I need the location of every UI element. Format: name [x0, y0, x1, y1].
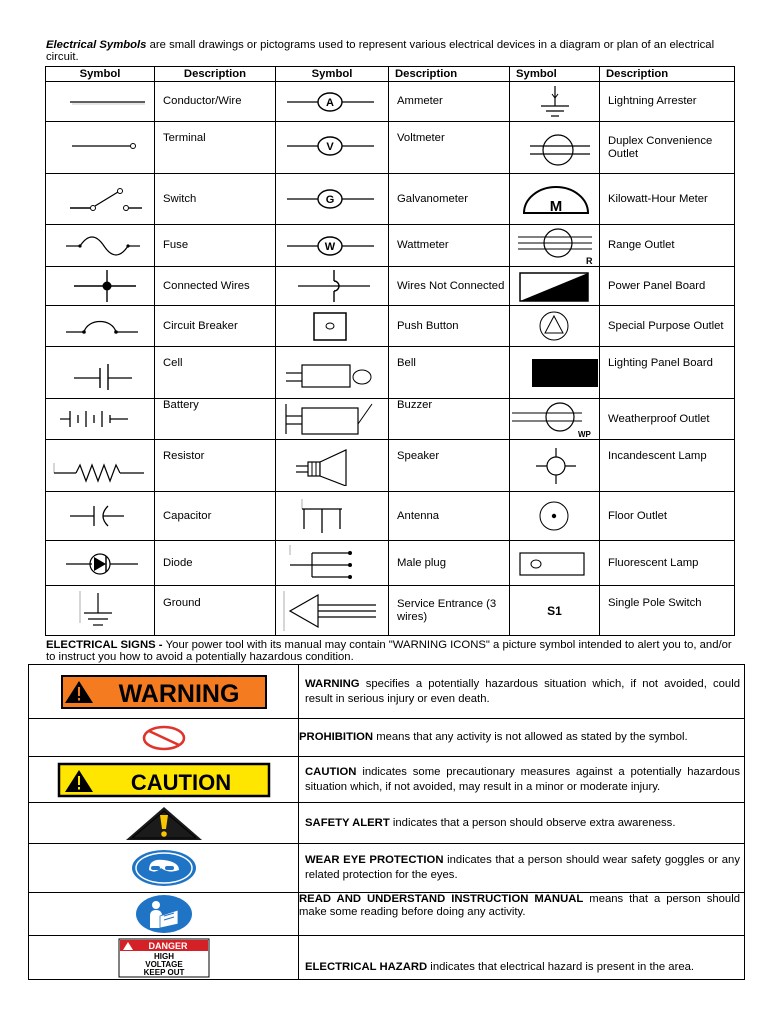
danger-header-text: DANGER: [147, 940, 188, 951]
bell-symbol: [276, 347, 389, 399]
description-cell: Single Pole Switch: [600, 586, 735, 636]
symbols-table: [45, 66, 735, 636]
prohibition-description: [299, 719, 745, 757]
cell-symbol: [46, 347, 155, 399]
capacitor-symbol: [46, 492, 155, 541]
table-row: [29, 844, 745, 893]
lighting-panel-board-symbol: [510, 347, 600, 399]
description-cell: Lightning Arrester: [600, 82, 735, 122]
table-row: [46, 541, 735, 586]
ammeter-symbol: [276, 82, 389, 122]
read-manual-sign: [29, 893, 299, 936]
diode-symbol: [46, 541, 155, 586]
description-cell: Floor Outlet: [600, 492, 735, 541]
weatherproof-outlet-symbol: [510, 399, 600, 440]
ammeter-label: A: [326, 96, 334, 109]
push-button-symbol: [276, 306, 389, 347]
special-purpose-outlet-symbol: [510, 306, 600, 347]
service-entrance-symbol: [276, 586, 389, 636]
galvanometer-label: G: [325, 194, 335, 206]
signs-intro-paragraph: [46, 639, 736, 663]
description-cell: Switch: [155, 174, 276, 225]
header-symbol: Symbol: [46, 67, 155, 82]
header-description: Description: [600, 67, 735, 82]
wattmeter-symbol: [276, 225, 389, 267]
table-row: [46, 225, 735, 267]
table-row: [46, 492, 735, 541]
description-cell: Wattmeter: [389, 225, 510, 267]
header-symbol: Symbol: [276, 67, 389, 82]
caution-badge-text: CAUTION: [130, 769, 231, 795]
floor-outlet-symbol: [510, 492, 600, 541]
safety-alert-description: [299, 803, 745, 844]
table-row: [46, 174, 735, 225]
switch-symbol: [46, 174, 155, 225]
prohibition-sign: [29, 719, 299, 757]
caution-description: [299, 757, 745, 803]
table-row: [46, 399, 735, 440]
battery-symbol: [46, 399, 155, 440]
sign-term: WEAR EYE PROTECTION: [305, 854, 444, 866]
symbols-header-row: [46, 67, 735, 82]
range-label: R: [585, 255, 592, 266]
voltmeter-symbol: [276, 122, 389, 174]
table-row: [29, 803, 745, 844]
duplex-outlet-symbol: [510, 122, 600, 174]
fluorescent-lamp-symbol: [510, 541, 600, 586]
table-row: [29, 719, 745, 757]
antenna-symbol: [276, 492, 389, 541]
table-row: [29, 893, 745, 936]
sign-text: means that any activity is not allowed as stated by the symbol.: [373, 731, 688, 743]
description-cell: Circuit Breaker: [155, 306, 276, 347]
connected-wires-symbol: [46, 267, 155, 306]
sign-term: CAUTION: [305, 765, 357, 778]
wattmeter-label: W: [324, 240, 336, 253]
danger-line-text: VOLTAGE: [144, 959, 183, 969]
header-description: Description: [155, 67, 276, 82]
ground-symbol: [46, 586, 155, 636]
signs-intro-term: ELECTRICAL SIGNS -: [46, 639, 166, 651]
description-cell: Push Button: [389, 306, 510, 347]
description-cell: Voltmeter: [389, 122, 510, 174]
description-cell: Ground: [155, 586, 276, 636]
sign-term: SAFETY ALERT: [305, 816, 390, 829]
description-cell: Fuse: [155, 225, 276, 267]
description-cell: Lighting Panel Board: [600, 347, 735, 399]
table-row: [46, 267, 735, 306]
table-row: [46, 586, 735, 636]
incandescent-lamp-symbol: [510, 440, 600, 492]
electrical-hazard-sign: [29, 936, 299, 980]
description-cell: Diode: [155, 541, 276, 586]
range-outlet-symbol: [510, 225, 600, 267]
intro-text: are small drawings or pictograms used to represent various electrical devices in a diagram or plan of an electrical circuit.: [46, 39, 715, 63]
table-row: [29, 665, 745, 719]
sign-term: READ AND UNDERSTAND INSTRUCTION MANUAL: [299, 893, 584, 905]
table-row: [46, 347, 735, 399]
fuse-symbol: [46, 225, 155, 267]
intro-paragraph: [46, 39, 736, 63]
description-cell: Incandescent Lamp: [600, 440, 735, 492]
conductor-wire-symbol: [46, 82, 155, 122]
table-row: [46, 122, 735, 174]
speaker-symbol: [276, 440, 389, 492]
description-cell: Cell: [155, 347, 276, 399]
weatherproof-label: WP: [578, 430, 591, 439]
description-cell: Conductor/Wire: [155, 82, 276, 122]
description-cell: Kilowatt-Hour Meter: [600, 174, 735, 225]
sign-term: PROHIBITION: [299, 731, 374, 743]
voltmeter-label: V: [326, 140, 334, 153]
header-symbol: Symbol: [510, 67, 600, 82]
single-pole-switch-label: S1: [547, 603, 562, 618]
warning-sign: [29, 665, 299, 719]
description-cell: Special Purpose Outlet: [600, 306, 735, 347]
description-cell: Ammeter: [389, 82, 510, 122]
sign-text: indicates that electrical hazard is present in the area.: [427, 961, 695, 973]
description-cell: Battery: [155, 399, 276, 440]
table-row: [46, 306, 735, 347]
lightning-arrester-symbol: [510, 82, 600, 122]
kilowatt-hour-meter-symbol: [510, 174, 600, 225]
galvanometer-symbol: [276, 174, 389, 225]
table-row: [46, 82, 735, 122]
description-cell: Wires Not Connected: [389, 267, 510, 306]
description-cell: Duplex Convenience Outlet: [600, 122, 735, 174]
resistor-symbol: [46, 440, 155, 492]
sign-term: ELECTRICAL HAZARD: [305, 961, 428, 973]
power-panel-board-symbol: [510, 267, 600, 306]
description-cell: Service Entrance (3 wires): [389, 586, 510, 636]
description-cell: Bell: [389, 347, 510, 399]
description-cell: Fluorescent Lamp: [600, 541, 735, 586]
safety-alert-sign: [29, 803, 299, 844]
description-cell: Galvanometer: [389, 174, 510, 225]
single-pole-switch-symbol: [510, 586, 600, 636]
sign-text: indicates some precautionary measures against a potentially hazardous situation which, if not avoided, may result in a minor or moderate injury.: [305, 765, 740, 793]
sign-text: means that a person should make some reading before doing any activity.: [299, 893, 741, 918]
warning-description: [299, 665, 745, 719]
signs-intro-text: Your power tool with its manual may contain "WARNING ICONS" a picture symbol intended to alert you to, and/or to instruct you how to avoid a potentially hazardous condition.: [46, 639, 732, 663]
description-cell: Weatherproof Outlet: [600, 399, 735, 440]
eye-protection-description: [299, 844, 745, 893]
description-cell: Power Panel Board: [600, 267, 735, 306]
circuit-breaker-symbol: [46, 306, 155, 347]
read-manual-description: [299, 893, 745, 936]
sign-text: specifies a potentially hazardous situation which, if not avoided, could result in serious injury or even death.: [305, 677, 740, 705]
description-cell: Terminal: [155, 122, 276, 174]
wear-eye-protection-sign: [29, 844, 299, 893]
signs-table: [28, 664, 745, 980]
description-cell: Speaker: [389, 440, 510, 492]
kwh-label: M: [549, 198, 562, 215]
intro-term: Electrical Symbols: [46, 39, 147, 51]
description-cell: Antenna: [389, 492, 510, 541]
buzzer-symbol: [276, 399, 389, 440]
danger-line-text: KEEP OUT: [143, 967, 184, 977]
sign-term: WARNING: [305, 677, 360, 690]
caution-sign: [29, 757, 299, 803]
table-row: [29, 757, 745, 803]
table-row: [46, 440, 735, 492]
wires-not-connected-symbol: [276, 267, 389, 306]
sign-text: indicates that a person should observe extra awareness.: [389, 816, 676, 829]
description-cell: Resistor: [155, 440, 276, 492]
danger-line-text: HIGH: [153, 951, 174, 961]
terminal-symbol: [46, 122, 155, 174]
warning-badge-text: WARNING: [118, 679, 239, 708]
description-cell: Buzzer: [389, 399, 510, 440]
description-cell: Range Outlet: [600, 225, 735, 267]
description-cell: Connected Wires: [155, 267, 276, 306]
sign-text: indicates that a person should wear safety goggles or any related protection for the eyes.: [305, 854, 740, 881]
description-cell: Male plug: [389, 541, 510, 586]
electrical-hazard-description: [299, 936, 745, 980]
header-description: Description: [389, 67, 510, 82]
description-cell: Capacitor: [155, 492, 276, 541]
table-row: [29, 936, 745, 980]
male-plug-symbol: [276, 541, 389, 586]
